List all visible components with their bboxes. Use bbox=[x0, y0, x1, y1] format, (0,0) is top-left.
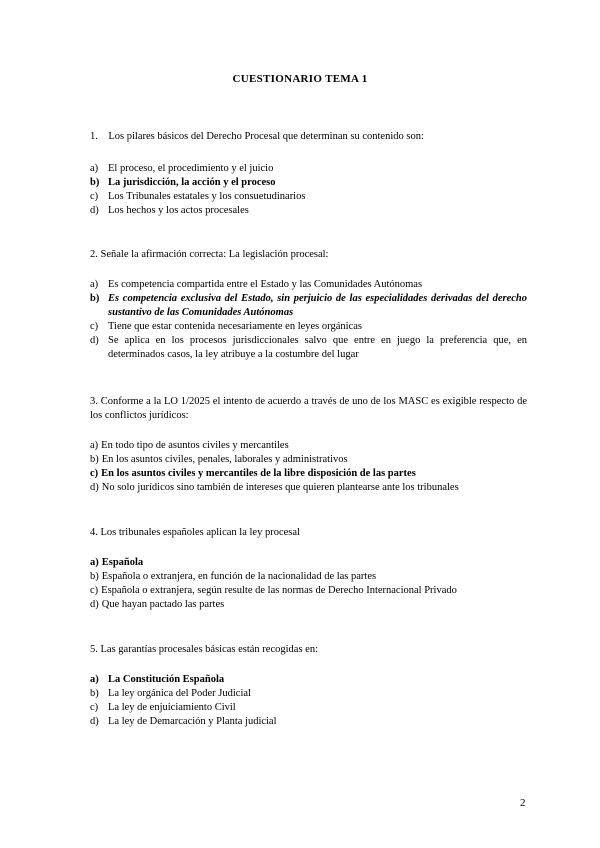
options-list bbox=[90, 673, 527, 729]
option-text: En todo tipo de asuntos civiles y mercantiles bbox=[101, 440, 289, 451]
option-b bbox=[90, 570, 527, 584]
option-text: Española bbox=[101, 557, 144, 568]
option-d bbox=[90, 334, 527, 362]
option-label: a) bbox=[90, 279, 99, 290]
option-label: d) bbox=[90, 599, 99, 610]
option-label: b) bbox=[90, 454, 99, 465]
option-label: c) bbox=[90, 321, 99, 332]
option-d bbox=[90, 204, 527, 218]
option-text: Que hayan pactado las partes bbox=[101, 599, 225, 610]
option-text: Es competencia compartida entre el Estado y las Comunidades Autónomas bbox=[108, 279, 423, 290]
page-number: 2 bbox=[520, 797, 526, 809]
option-a bbox=[90, 278, 527, 292]
option-a bbox=[90, 439, 527, 453]
option-text: En los asuntos civiles y mercantiles de la libre disposición de las partes bbox=[101, 468, 416, 479]
option-a-correct bbox=[90, 556, 527, 570]
question-text: 3. Conforme a la LO 1/2025 el intento de acuerdo a través de uno de los MASC es exigible respecto de los conflictos jurídicos: bbox=[90, 396, 527, 421]
question-1 bbox=[90, 130, 527, 218]
option-text: Es competencia exclusiva del Estado, sin perjuicio de las especialidades derivadas del derecho sustantivo de las Comunidades Autónomas bbox=[108, 293, 527, 318]
options-list bbox=[90, 278, 527, 362]
option-label: b) bbox=[90, 688, 99, 699]
option-c bbox=[90, 701, 527, 715]
question-5 bbox=[90, 643, 527, 729]
option-label: d) bbox=[90, 482, 99, 493]
option-label: a) bbox=[90, 557, 99, 568]
option-label: a) bbox=[90, 163, 99, 174]
option-text: Se aplica en los procesos jurisdiccionales salvo que entre en juego la preferencia que, en determinados casos, la ley atribuye a la costumbre del lugar bbox=[108, 335, 527, 360]
option-text: El proceso, el procedimiento y el juicio bbox=[108, 163, 274, 174]
option-b bbox=[90, 453, 527, 467]
option-label: a) bbox=[90, 674, 99, 685]
option-label: d) bbox=[90, 716, 99, 727]
option-c bbox=[90, 190, 527, 204]
option-text: Los hechos y los actos procesales bbox=[108, 205, 249, 216]
question-text: 2. Señale la afirmación correcta: La legislación procesal: bbox=[90, 249, 329, 260]
option-a-correct bbox=[90, 673, 527, 687]
option-b bbox=[90, 687, 527, 701]
option-text: La ley de enjuiciamiento Civil bbox=[108, 702, 236, 713]
option-label: c) bbox=[90, 468, 99, 479]
option-text: La Constitución Española bbox=[108, 674, 225, 685]
question-text: 1. Los pilares básicos del Derecho Procesal que determinan su contenido son: bbox=[90, 131, 424, 142]
option-label: b) bbox=[90, 177, 100, 188]
option-text: La jurisdicción, la acción y el proceso bbox=[108, 177, 276, 188]
option-label: b) bbox=[90, 293, 100, 304]
option-a bbox=[90, 162, 527, 176]
question-2 bbox=[90, 248, 527, 362]
option-label: b) bbox=[90, 571, 99, 582]
option-b-correct bbox=[90, 292, 527, 320]
option-text: Tiene que estar contenida necesariamente en leyes orgánicas bbox=[108, 321, 362, 332]
option-label: c) bbox=[90, 702, 99, 713]
option-label: c) bbox=[90, 191, 99, 202]
question-text: 4. Los tribunales españoles aplican la ley procesal bbox=[90, 527, 300, 538]
option-text: Los Tribunales estatales y los consuetudinarios bbox=[108, 191, 306, 202]
option-d bbox=[90, 715, 527, 729]
options-list bbox=[90, 556, 527, 612]
option-text: La ley orgánica del Poder Judicial bbox=[108, 688, 251, 699]
option-text: Española o extranjera, en función de la nacionalidad de las partes bbox=[101, 571, 377, 582]
option-label: d) bbox=[90, 205, 99, 216]
options-list bbox=[90, 162, 527, 218]
question-3 bbox=[90, 395, 527, 495]
page-title: CUESTIONARIO TEMA 1 bbox=[232, 73, 368, 85]
question-4 bbox=[90, 526, 527, 612]
option-c-correct bbox=[90, 467, 527, 481]
option-c bbox=[90, 584, 527, 598]
option-text: Española o extranjera, según resulte de las normas de Derecho Internacional Privado bbox=[101, 585, 457, 596]
option-label: d) bbox=[90, 335, 99, 346]
option-label: c) bbox=[90, 585, 99, 596]
option-c bbox=[90, 320, 527, 334]
option-text: En los asuntos civiles, penales, laborales y administrativos bbox=[101, 454, 348, 465]
options-list bbox=[90, 439, 527, 495]
option-text: No solo jurídicos sino también de intereses que quieren plantearse ante los tribunales bbox=[101, 482, 459, 493]
question-text: 5. Las garantías procesales básicas están recogidas en: bbox=[90, 644, 318, 655]
option-d bbox=[90, 598, 527, 612]
option-text: La ley de Demarcación y Planta judicial bbox=[108, 716, 277, 727]
option-label: a) bbox=[90, 440, 99, 451]
option-b-correct bbox=[90, 176, 527, 190]
option-d bbox=[90, 481, 527, 495]
